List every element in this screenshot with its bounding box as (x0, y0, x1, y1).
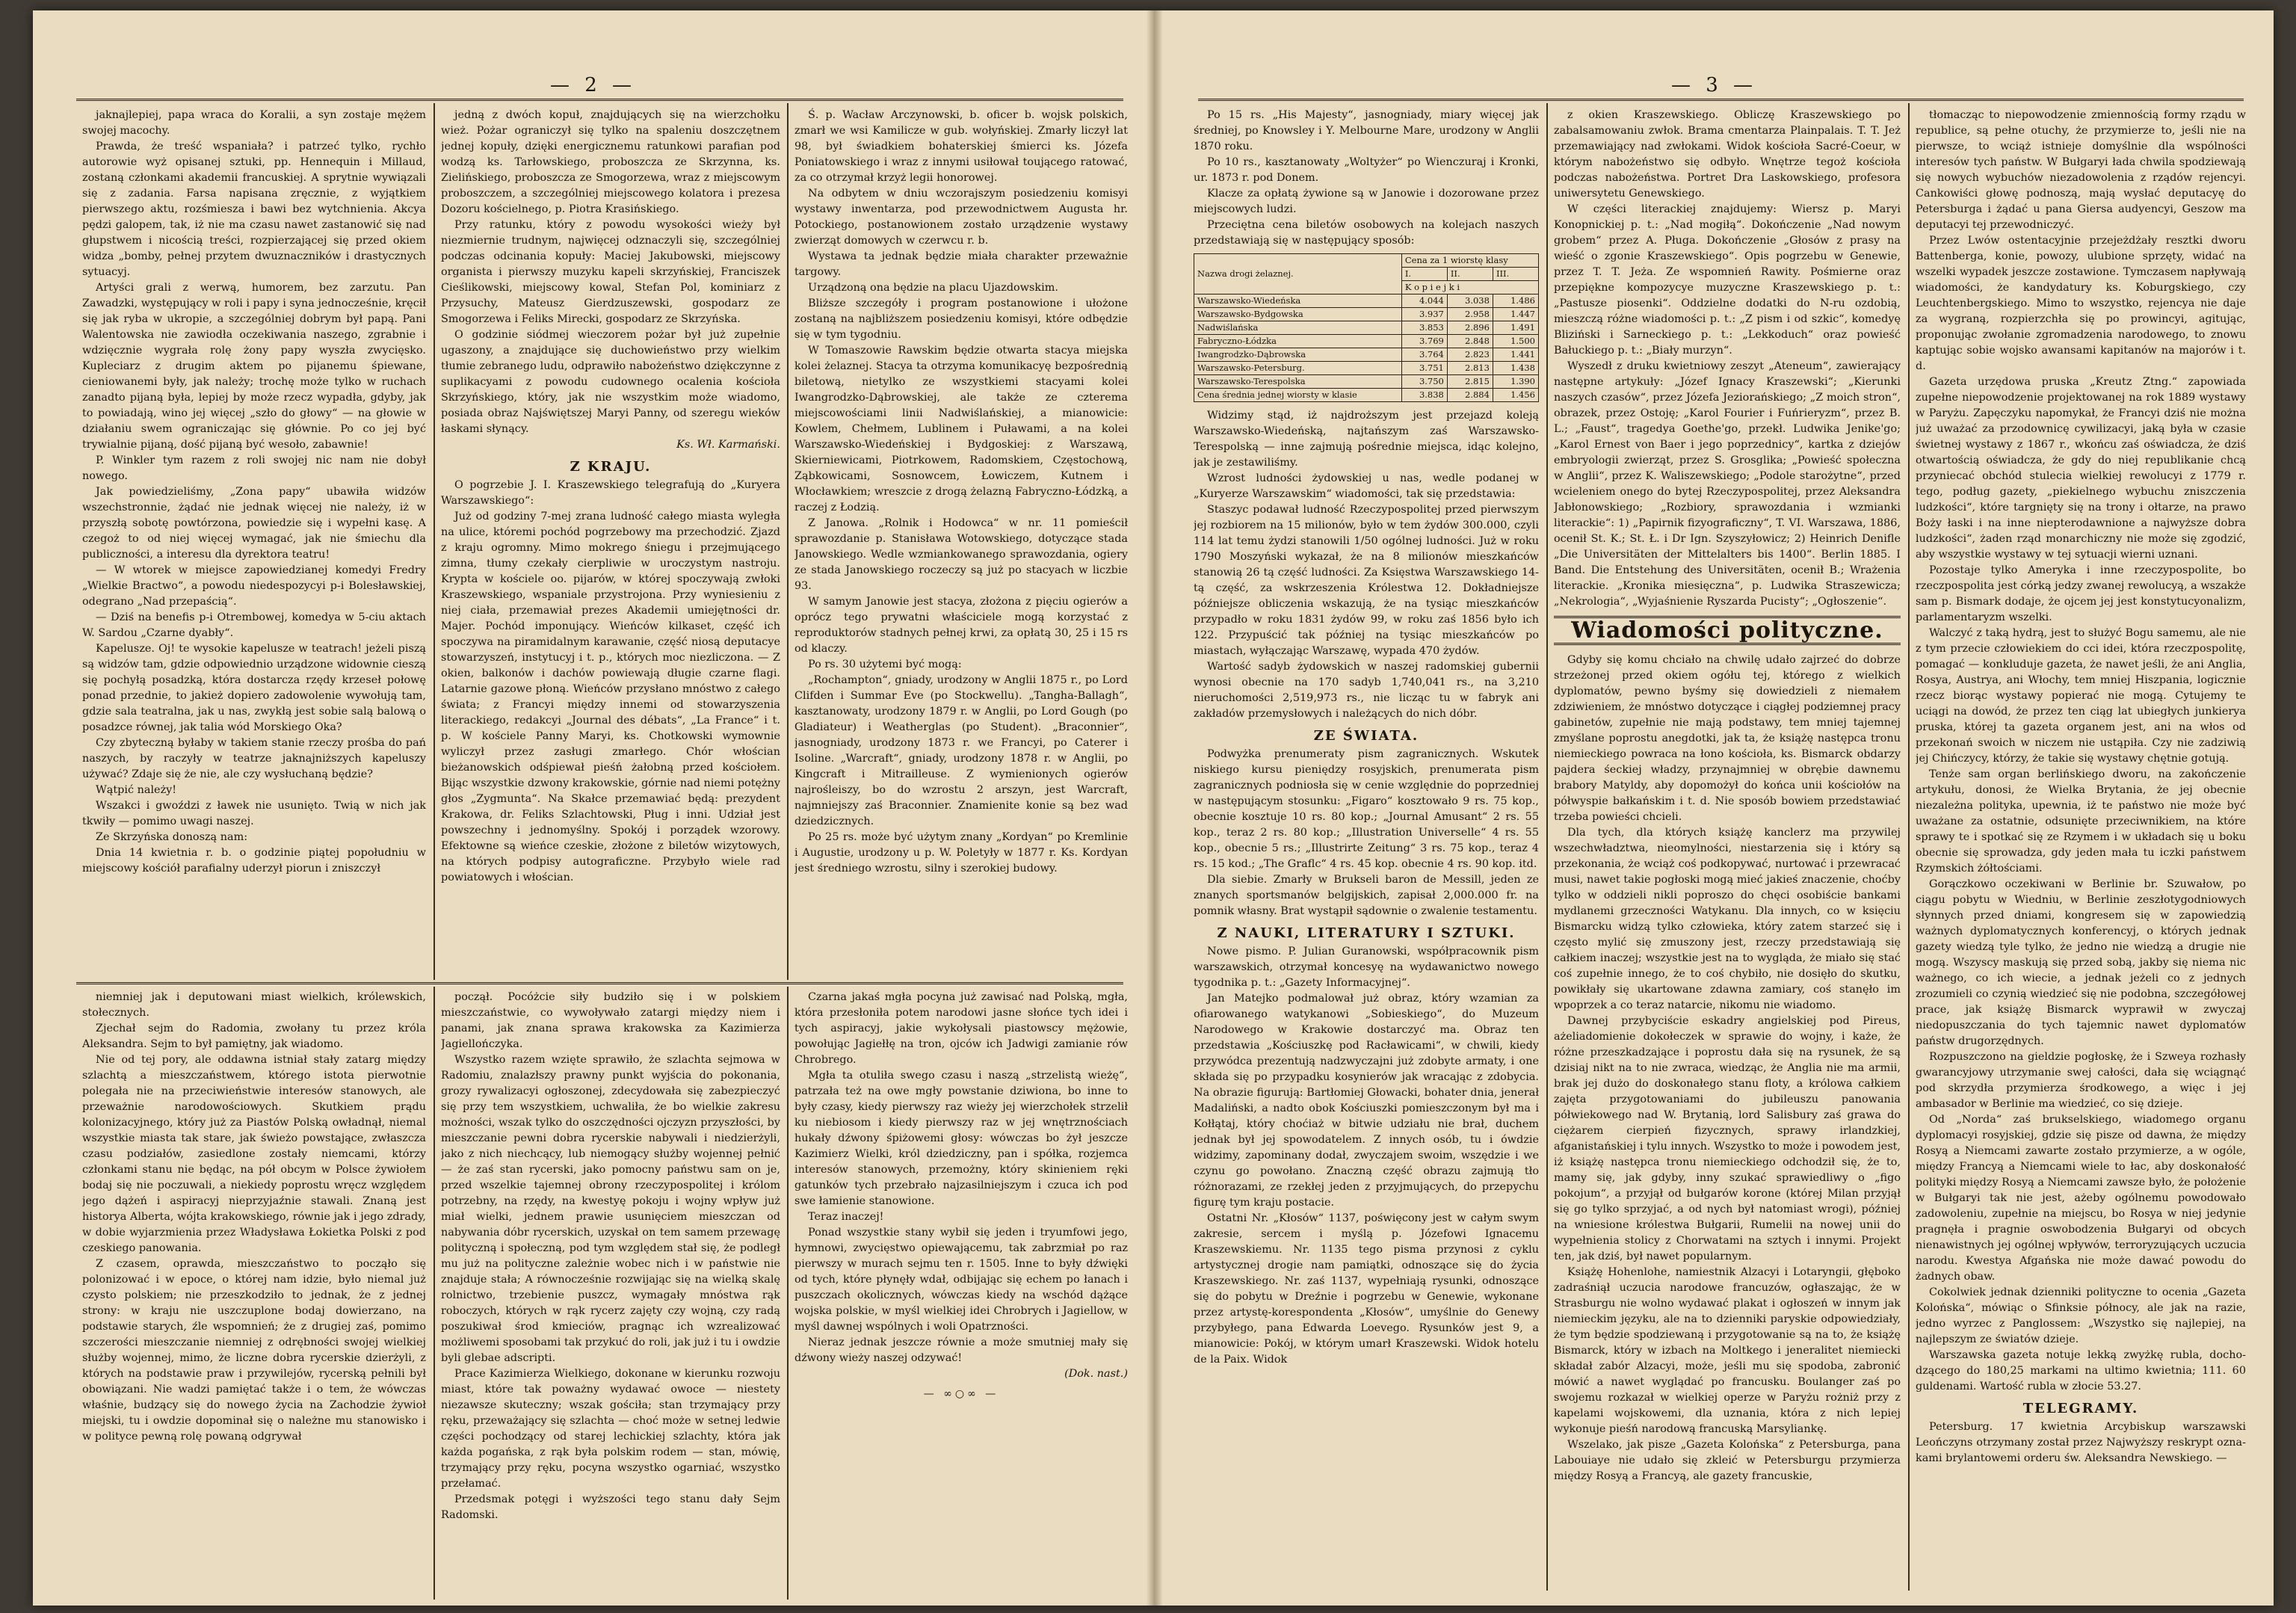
table-cell: 1.390 (1493, 375, 1538, 389)
table-cell: 1.500 (1493, 335, 1538, 348)
table-cell: 2.823 (1447, 348, 1493, 362)
table-cell: 3.769 (1401, 335, 1447, 348)
paragraph: Widzimy stąd, iż najdroższym jest przejazd koleją Warszawsko-Wiedeńską, najtańszym zaś Warszawsko-Terespolską — inne zajmują pośrednie miejsca, idąc kolejno, jak je zestawiliśmy. (1194, 410, 1539, 469)
paragraph: Na odbytem w dniu wczorajszym posiedzeniu komisyi wystawy inwentarza, pod przewodnictwem Augusta hr. Potockiego, postanowionem zostało urządzenie wystawy zwierząt domowych w czerwcu r. b. (794, 188, 1128, 247)
paragraph: Z czasem, oprawda, mieszczaństwo to począło się polonizować i w epoce, o której nam idzie, było niemal już czysto polskiem; nie przeszkodziło to jednak, że z jednej strony: w kraju nie uszczuplone bodaj dowierzano, na podstawie starych, źle wspomnień; że z drugiej zaś, pomimo szczerości mieszczanie niemniej z odrębności swojej wielkiej służby wojennej, mimo, że liczne dobra rycerskie dzierżyli, z których na podstawie praw i przywilejów, rycerską pełnili był obowiązani. Nie wadzi pamiętać także i o tem, że wówczas właśnie, budzący się do nowego życia na Zachodzie żywioł miejski, tu i owdzie dopominał się o należne mu stanowisko i w polityce pewną rolę powaną odgrywał (82, 1258, 426, 1443)
table-cell: 3.750 (1401, 375, 1447, 389)
table-cell: III. (1493, 268, 1538, 281)
table-cell: 2.884 (1447, 389, 1493, 402)
table-cell: Nadwiślańska (1194, 321, 1402, 335)
paragraph: Przedsmak potęgi i wyższości tego stanu dały Sejm Radomski. (441, 1493, 780, 1521)
right-column-3 (1916, 108, 2246, 1595)
paragraph: Po 25 rs. może być użytym znany „Kordyan“ po Kremlinie i Augustie, urodzony u p. W. Poletyły w 1877 r. Ks. Kordyan jest średniego wzrostu, silny i szerokiej budowy. (794, 831, 1128, 875)
table-cell: Iwangrodzko-Dąbrowska (1194, 348, 1402, 362)
paragraph: Wartość sadyb żydowskich w naszej radomskiej gubernii wynosi obecnie na 170 sadyb 1,740,041 rs., na 3,210 nieruchomości 2,519,973 rs., nie licząc tu w fabryk ani zakładów przemysłowych i należących do nich dóbr. (1194, 661, 1539, 720)
paragraph: Ze Skrzyńska donoszą nam: (96, 831, 248, 843)
table-row (1194, 389, 1539, 402)
paragraph: z okien Kraszewskiego. Obliczę Kraszewskiego po zabalsamowaniu zwłok. Brama cmentarza Plainpalais. T. T. Jeż przemawiający nad zwłokami. Widok kościoła Sacré-Coeur, w którym nabożeństwo się odbyło. Wnętrze tegoż kościoła podczas nabożeństwa. Portret Dra Laskowskiego, profesora uniwersytetu Genewskiego. (1554, 109, 1901, 200)
table-cell: Cena średnia jednej wiorsty w klasie (1194, 389, 1402, 402)
paragraph: Wyszedł z druku kwietniowy zeszyt „Ateneum“, zawierający następne artykuły: „Józef Ignacy Kraszewski“; „Kierunki naszych czasów“, przez Józefa Jeziorańskiego; „Z moich stron“, obrazek, przez Ostoję; „Karol Fourier i Fuńrieryzm“, przez B. L.; „Faust“, tragedya Goethe'go, przekł. Ludwika Jenike'go; „Karol Ernest von Baer i jego poprzednicy“, kartka z dziejów embryologii zwierząt, przez S. Grosglika; „Powieść społeczna w Anglii“, przez K. Waliszewskiego; „Podole starożytne“, przed wcieleniem onego do bytej Rzeczypospolitej, przez Aleksandra Jabłonowskiego; „Rozbiory, sprawozdania i wzmianki literackie“: 1) „Papirnik fizyograficzny“, T. VI. Warszawa, 1886, ocenił St. K.; St. Ł. i Dr Ign. Szyszyłowicz; 2) Heinrich Denifle „Die Universitäten der Mittelalters bis 1400“. Berlin 1885. I Band. Die Entstehung des Universitäten, ocenił B.; Wrażenia literackie. „Kronika miesięczna“, p. Ludwika Straszewicza; „Nekrologia“, „Wyjaśnienie Ryszarda Pucisty“; „Ogłoszenie“. (1554, 360, 1901, 608)
page-number-left: — 2 — (549, 74, 637, 96)
section-heading: TELEGRAMY. (2022, 1401, 2139, 1416)
paragraph: Kapelusze. Oj! te wysokie kapelusze w teatrach! jeżeli piszą są widzów tam, gdzie odpowiednio urządzone widownie cieszą się pochyłą posadzką, która dostarcza rzędy krzeseł połowę ponad przednie, to jakież dopiero zadowolenie wywołują tam, gdzie sala teatralna, jak u nas, zwykłą jest sobie salą balową o posadzce równej, jak talia wód Morskiego Oka? (82, 643, 426, 733)
paragraph: W samym Janowie jest stacya, złożona z pięciu ogierów a oprócz tego prywatni właściciele mogą korzystać z reproduktorów stadnych pełnej krwi, za opłatą 30, 25 i 15 rs od klaczy. (794, 596, 1128, 655)
paragraph: Gorączkowo oczekiwani w Berlinie br. Szuwałow, po ciągu pobytu w Wiedniu, w Berlinie zeszłotygodniowych słynnych przed dniami, kongresem się w zapowiedzią ważnych dyplomatycznych konferencyj, o których jednak gazety wiedzą tyle tylko, że jedno nie wiedzą a drugie nie mogą. Wszyscy maskują się przed sobą, jakby się niema nic ważnego, co ich wiecie, a jednak jeżeli co z jednych zrozumieli co czynią wiedzieć się nie podobna, szczegółowej prace, jak książę Bismarck wyprawił w zwyczaj niedopuszczania do tych tajemnic nawet dyplomatów państw drugorzędnych. (1916, 878, 2246, 1047)
paragraph: Staszyc podawał ludność Rzeczypospolitej przed pierwszym jej rozbiorem na 15 milionów, było w tem żydów 300.000, czyli 114 lat temu żydzi stanowili 1/50 ogólnej ludności. Już w roku 1790 Moszyński wykazał, że na 8 milionów mieszkańców stanowią 26 tą część ludności. Za Księstwa Warszawskiego 14-tą część, za wskrzeszenia Królestwa 12. Dokładniejsze późniejsze obliczenia wskazują, że na tysiąc mieszkańców przypadło w roku 1831 żydów 99, w roku zaś 1856 było ich 122. Przypuścić tak później na tysiąc mieszkańców po miastach, wyłączając Warszawę, wypada 470 żydów. (1194, 504, 1539, 657)
table-cell: Fabryczno-Łódzka (1194, 335, 1402, 348)
paragraph: Od „Norda“ zaś brukselskiego, wiadomego organu dyplomacyi rosyjskiej, gdzie się pisze od dawna, że między Rosyą a Niemcami zawarte zostało przymierze, a w ogóle, między Francyą a Niemcami wiele to łac, aby doskonałość polityki między Rosyą a Niemcami zawsze było, że położenie w Bułgaryi tak nie jest, ażeby ogólnemu powodowało zadowoleniu, zupełnie na miejscu, bo Rosya w niej jedynie pragnęła i pragnie oswobodzenia Bułgaryi od obcych nienawistnych jej ogólnej wpływów, terroryzujących uczucia narodu. Kwestya Afgańska nie może dawać powodu do żadnych obaw. (1916, 1114, 2246, 1283)
article-signature: (Dok. nast.) (1064, 1368, 1128, 1380)
paragraph: Książę Hohenlohe, namiestnik Alzacyi i Lotaryngii, głęboko zadraśniął uczucia narodowe francuzów, ogłaszając, że w Strasburgu nie wolno wydawać plakat i ogłoszeń w innym jak niemieckim języku, ale na to dzienniki paryskie odpowiedziały, że tym będzie spodziewaną i przygotowanie są na to, że książę Bismarck, który w izbach na Moltkego i jeneralitet niemiecki składał zabór Alzacyi, może, jeśli mu się spodoba, zabronić mówić a nawet wyglądać po francusku. Boulanger zaś po swojemu rozkazał w wielkiej operze w Paryżu rożniż przy z kapelami wojskowemi, dla uznania, która z nich lepiej wykonuje pieśń narodową francuską Marsyliankę. (1554, 1266, 1901, 1435)
table-row (1194, 362, 1539, 375)
paragraph: Pozostaje tylko Ameryka i inne rzeczypospolite, bo rzeczpospolita jest córką jedzy zwanej rewolucyą, a wszakże sam p. Bismark dodaje, że ojcem jej jest konstytucyonalizm, parlamentaryzm wszelki. (1916, 564, 2246, 623)
paragraph: Po 15 rs. „His Majesty“, jasnogniady, miary więcej jak średniej, po Knowsley i Y. Melbourne Mare, urodzony w Anglii 1870 roku. (1194, 109, 1539, 152)
paragraph: Rozpuszczono na gieldzie pogłoskę, że i Szweya rozhasły gwarancyjowy utrzymanie swej całości, dała się wciągnąć pod skrzydła przymierza środkowego, a więc i jej ambasador w Berlinie ma wiedzieć, co się dzieje. (1916, 1051, 2246, 1110)
left-bottom-column-3 (794, 990, 1128, 1599)
table-cell: 1.438 (1493, 362, 1538, 375)
table-cell: 2.848 (1447, 335, 1493, 348)
paragraph: P. Winkler tym razem z roli swojej nic nam nie dobył nowego. (82, 454, 426, 482)
paragraph: Wszystko razem wzięte sprawiło, że szlachta sejmowa w Radomiu, znalazłszy prawny punkt wyjścia do pokonania, grozy rywalizacyi ogłoszonej, zdecydowała się zabezpieczyć się przy tem wszystkiem, uchwaliła, że bo wielkie zakresu możności, wszak tylko do oszczędności ojczyzn przyszłości, by mieszczanie pewni dobra rycerskie nabywali i niedzierżyli, jako z nich niechcący, lub niemogący służby wojennej pełnić — że zaś stan rycerski, jako pomocny państwu sam on je, przed wszelkie tajemnej obrony rzeczypospolitej i królom potrzebny, na rzędy, na kwestyę pokoju i wojny wpływ już miał wielki, jednem prawie usunięciem mieszczan od nabywania dóbr rycerskich, uzyskał on tem samem przewagę polityczną i społeczną, pod tym względem stał się, że podległ mu już na polityczne zależnie wobec nich i w państwie nie znajduje stała; A równocześnie rozwijając się na wielką skalę rolnictwo, trzebienie puszcz, wymagały mnóstwa rąk roboczych, których w rąk rycerz zajęty czy wojną, czy radą poszukiwał środ kmieciów, pragnąc ich wzrealizować możliwemi sposobami tak przykuć do roli, jak już i tu i owdzie byli glebae adscripti. (441, 1054, 780, 1364)
table-cell: Warszawsko-Petersburg. (1194, 362, 1402, 375)
left-page (33, 10, 1153, 1606)
paragraph: Jak powiedzieliśmy, „Zona papy“ ubawiła widzów wszechstronnie, żądać nie jednak więcej nie należy, iż w przyszłą sobotę powtórzona, powiedzie się i wypełni kasę. A czegoż to od niej więcej wymagać, jak nie śmiechu dla publiczności, a interesu dla dyrektora teatru! (82, 486, 426, 561)
paragraph: O godzinie siódmej wieczorem pożar był już zupełnie ugaszony, a znajdujące się duchowieństwo przy wielkim tłumie zebranego ludu, odprawiło nabożeństwo dziękczynne z suplikacyami z powodu cudownego ocalenia kościoła Skrzyńskiego, który, jak nie wszystkim może wiadomo, posiada obraz Najświętszej Maryi Panny, od szeregu wieków łaskami słynący. (441, 329, 780, 435)
paragraph: Walczyć z taką hydrą, jest to służyć Bogu samemu, ale nie z tym przecie człowiekiem do cci idei, która rzeczpospolitę, pomagać — konkluduje gazeta, że nawet jeśli, że ani Anglia, Rosya, Austrya, ani Włochy, tem mniej Hiszpania, logicznie rzecz biorąc wystawy popierać nie mogą. Cytujemy te uciągi na dowód, że przez ten ciąg lat ubiegłych junkierya pruska, której ta gazeta organem jest, ani na włos od przekonań swoich w niczem nie ustąpiła. Czy nie zadziwią jej Chińczycy, którzy, że takie się wystawy chętnie gotują. (1916, 627, 2246, 765)
left-column-2 (441, 108, 780, 979)
table-cell: Warszawsko-Terespolska (1194, 375, 1402, 389)
paragraph: Klacze za opłatą żywione są w Janowie i dozorowane przez miejscowych ludzi. (1194, 188, 1539, 215)
table-cell: 1.486 (1493, 294, 1538, 308)
paragraph: Ś. p. Wacław Arczynowski, b. oficer b. wojsk polskich, zmarł we wsi Kamilicze w gub. wołyńskiej. Zmarły liczył lat 98, był świadkiem bohaterskiej śmierci ks. Józefa Poniatowskiego i wraz z innymi usiłował toującego ratować, za co otrzymał krzyż legii honorowej. (794, 109, 1128, 184)
section-heading: Z NAUKI, LITERATURY I SZTUKI. (1217, 925, 1516, 941)
table-cell: 1.456 (1493, 389, 1538, 402)
paragraph: Artyści grali z werwą, humorem, bez zarzutu. Pan Zawadzki, występujący w roli i papy i syna jednocześnie, kręcił się jak ryba w ukropie, a szczególniej dobrym był papą. Pani Walentowska nie zawiodła oczekiwania naszego, zgrabnie i wdzięcznie wygrała rolę żony papy wyszła zwycięsko. Kupleciarz z drugim aktem po pijanemu śpiewane, cieniowanemi były, jak należy; trochę może tylko w ruchach zanadto pijaną była, lepiej by może rzecz wypadła, gdyby, jak to powiadają, wino jej więcej „szło do głowy“ — na głowie w działaniu swem ograniczając się głównie. Po co jej być trywialnie pijaną, dość pijaną być wesoło, zabawnie! (82, 282, 426, 451)
paragraph: jedną z dwóch kopuł, znajdujących się na wierzchołku wież. Pożar ograniczył się tylko na spaleniu doszczętnem jednej kopuły, dzięki energicznemu ratunkowi parafian pod wodzą ks. Tarłowskiego, proboszcza ze Skrzynna, ks. Zielińskiego, proboszcza ze Smogorzewa, wraz z miejscowym proboszczem, a szczególniej miejscowego kolatora i prezesa Dozoru kościelnego, p. Piotra Krasińskiego. (441, 109, 780, 215)
left-bottom-column-1 (82, 990, 426, 1599)
paragraph: Wszakci i gwoździ z ławek nie usunięto. Twią w nich jak tkwiły — pomimo uwagi naszej. (82, 800, 426, 827)
paragraph: Nowe pismo. P. Julian Guranowski, współpracownik pism warszawskich, otrzymał koncesyę na wydawanictwo nowego tygodnika p. t.: „Gazety Informacyjnej“. (1194, 946, 1539, 989)
right-column-1 (1194, 108, 1539, 1595)
paragraph: Wątpić należy! (96, 784, 177, 796)
paragraph: Nieraz jednak jeszcze równie a może smutniej mały się dźwony wieży naszej odzywać! (794, 1336, 1128, 1364)
paragraph: Mgła ta otuliła swego czasu i naszą „strzelistą wieżę“, patrzała też na owe mgły powstanie dziwiona, bo inne to były czasy, kiedy pierwszy raz wieży jej wierzchołek strzelił ku niebiosom i kiedy pierwszy raz w jej wnętrznościach hukały dźwony śpiżowemi głosy: wówczas bo żył jeszcze Kazimierz Wielki, król dziedziczny, pan i spółka, rozjemca interesów stanowych, przemożny, który skinieniem ręki gatunków tych przebrało najzasilniejszym i czuca ich pod swe łamienie stanowione. (794, 1070, 1128, 1207)
table-cell: Cena za 1 wiorstę klasy (1401, 254, 1538, 268)
railway-fare-table (1194, 253, 1539, 402)
paragraph: Przez Lwów ostentacyjnie przejeżdżały resztki dworu Battenberga, konie, powozy, ulubione sprzęty, widać na wszelki wypadek jeszcze zostawione. Tymczasem napływają wiadomości, że kandydatury ks. Koburgskiego, czy Leuchtenbergskiego. Mimo to wszystko, rejencya nie daje za wygraną, rozpierzchła się po prowincyi, agitując, proponując zwołanie zgromadzenia narodowego, to znowu kaptując sobie wojsko awansami kapitanów na majorów i t. d. (1916, 235, 2246, 372)
table-cell: K o p i e j k i (1401, 281, 1538, 294)
left-column-1 (82, 108, 426, 979)
paragraph: W części literackiej znajdujemy: Wiersz p. Maryi Konopnickiej p. t.: „Nad mogiłą“. Dokończenie „Nad nowym grobem“ przez A. Pługa. Dokończenie „Głosów z prasy na wieść o zgonie Kraszewskiego“. Opis pogrzebu w Genewie, przez T. T. Jeża. Ze wspomnień Rawity. Pośmierne oraz przepiękne kompozycye muzyczne Kraszewskiego p. t.: „Pastusze piosenki“. Oddzielne dodatki do N-ru ozdobią, mieszczą różne wiadomości p. t.: „Z pism i od szkic“, komedyę Bliziński i Sarneckiego p. t.: „Lekkoduch“ oraz powieść Bałuckiego p. t.: „Biały murzyn“. (1554, 203, 1901, 357)
table-cell: 3.038 (1447, 294, 1493, 308)
table-row (1194, 335, 1539, 348)
section-heading: ZE ŚWIATA. (1313, 728, 1419, 744)
table-row (1194, 308, 1539, 321)
article-signature: Ks. Wł. Karmański. (676, 439, 780, 451)
paragraph: — W wtorek w miejsce zapowiedzianej komedyi Fredry „Wielkie Bractwo“, a powodu niedespozycyi p-i Bolesławskiej, odegrano „Nad przepaścią“. (82, 564, 426, 608)
right-column-2 (1554, 108, 1901, 1595)
table-cell: II. (1447, 268, 1493, 281)
paragraph: Zjechał sejm do Radomia, zwołany tu przez króla Aleksandra. Sejm to był pamiętny, jak wiadomo. (82, 1023, 426, 1050)
paragraph: począł. Pocóżcie siły budziło się i w polskiem mieszczaństwie, co wywoływało zatargi między niem i panami, jak znana sprawa krakowska za Kazimierza Jagiellończyka. (441, 991, 780, 1050)
paragraph: Dawnej przybyciście eskadry angielskiej pod Pireus, ażeliadomienie dokołeczek w sprawie do wojny, i każe, że różne przeszkadzające i poprostu dała się na rysunek, że są dzisiaj nikt na to nie zwraca, wiedząc, że Anglia nie ma armii, brak jej dużo do doskonałego stanu floty, a królowa całkiem zajęta przygotowaniami do jubileuszu panowania półwiekowego nad W. Brytanią, lord Salisbury zaś grawa do ciężarem cierpień fizycznych, sprawy irlandzkiej, afganistańskiej i tylu innych. Wszystko to może i powodem jest, iż książę następca tronu niemieckiego odchodził się, że to, mamy się, jak gdyby, inny szukać sprawiedliwy o „figo pokojum“, a przyjął od bułgarów korone (której Milan przyjął się go tylko sprzyjać, a od nych był natomiast wrogi), później na wniesione królestwa Bułgarii, Rumelii na nowej unii do wypełnienia stolicy z Chorwatami na sztych i innymi. Projekt ten, jak dziś, był nawet popularnym. (1554, 1015, 1901, 1262)
paragraph: Teraz inaczej! (808, 1211, 884, 1223)
table-cell: 3.751 (1401, 362, 1447, 375)
column-rule (433, 987, 435, 1600)
column-rule (1546, 103, 1548, 1591)
section-rule-left (76, 982, 1123, 984)
column-rule (787, 103, 789, 980)
paragraph: Petersburg. 17 kwietnia Arcybiskup warszawski Leończyns otrzymany został przez Najwyższy reskrypt ozna-kami brylantowemi orderu św. Aleksandra Newskiego. — (1916, 1421, 2246, 1464)
header-rule-right (1198, 99, 2244, 101)
paragraph: Ostatni Nr. „Kłosów“ 1137, poświęcony jest w całym swym zakresie, sercem i myślą p. Józefowi Ignacemu Kraszewskiemu. Nr. 1135 tego pisma przynosi z cyklu artystycznej drogie nam pamiątki, odnoszące się do życia Kraszewskiego. Nr. zaś 1137, wypełniają rysunki, odnoszące się do pobytu w Dreźnie i pogrzebu w Genewie, wykonane przez artystę-korespondenta „Kłosów“, umyślnie do Genewy przybyłego, pana Edwarda Loevego. Rysunków jest 9, a mianowicie: Pokój, w którym umarł Kraszewski. Widok hotelu de la Paix. Widok (1194, 1212, 1539, 1366)
table-cell: 3.853 (1401, 321, 1447, 335)
paragraph: Z Janowa. „Rolnik i Hodowca“ w nr. 11 pomieścił sprawozdanie p. Stanisława Wotowskiego, dotyczące stada Janowskiego. Wedle wzmiankowanego sprawozdania, ogiery ze stada Janowskiego roczeczy są już po stacyach w liczbie 93. (794, 517, 1128, 592)
table-cell: 1.441 (1493, 348, 1538, 362)
paragraph: Prace Kazimierza Wielkiego, dokonane w kierunku rozwoju miast, które tak poważny wydawać owoce — niestety niezawsze skuteczny; wszak gościła; stan trzymający przy ręku, przeważający się szlachta — choć może w setnej ledwie części pochodzący od starej lechickiej szlachty, która jak każda pogańska, z rąk była polskim rodem — stan, mówię, trzymający przy ręku, pocyna wszystko ogarniać, wszystko przełamać. (441, 1368, 780, 1490)
paragraph: Gdyby się komu chciało na chwilę udało zajrzeć do dobrze strzeżonej przed okiem ogółu tej, którego z wielkich dyplomatów, pewno byśmy się dowiedzieli z niemałem zdziwieniem, że mnóstwo dotyczące i ciągłej podziemnej pracy gabinetów, zupełnie nie mają podstawy, tem mniej tajemnej zmyślane poprostu anegdotki, jak ta, że książę następca tronu niemieckiego powraca na łono kościoła, ks. Bismarck obdarzy pajdera śeckiej władzy, przynajmniej w obrębie dawnemu brabory Matyldy, aby dopomożył do końca unii kościołów na półwyspie bałkańskim i t. d. Nie sposób bowiem przedstawiać trzeba powieści chcieli. (1554, 654, 1901, 823)
column-rule (433, 103, 435, 980)
table-cell: 2.813 (1447, 362, 1493, 375)
paragraph: tłomacząc to niepowodzenie zmiennością formy rządu w republice, są pełne otuchy, że przymierze to, jeśli nie na pierwsze, to wciąż istnieje domyślnie dla wspólności interesów tych państw. W Bułgaryi łada chwila spodziewają się nowych wybuchów niezadowolenia z rządów rejencyi. Cankowiści głowę podnoszą, mają wysłać deputacyę do Petersburga i żądać u pana Giersa audyencyi, Geszow ma deputacyi tej przewodniczyć. (1916, 109, 2246, 231)
paragraph: Ponad wszystkie stany wybił się jeden i tryumfowi jego, hymnowi, zwycięstwo opiewającemu, tak zabrzmiał po raz pierwszy w murach sejmu ten r. 1505. Inne to były dźwięki od tych, które płynęły wdał, odbijając się echem po łanach i puszczach okolicznych, wówczas kiedy na wschód dążące wojska polskie, w myśl wielkiej idei Chrobrych i Jagiellow, w myśl dawnej wspólnych i woli Opatrzności. (794, 1227, 1128, 1333)
paragraph: Dnia 14 kwietnia r. b. o godzinie piątej popołudniu w miejscowy kościół parafialny uderzył piorun i zniszczył (82, 847, 426, 875)
paragraph: Nie od tej pory, ale oddawna istniał stały zatarg między szlachtą a mieszczaństwem, którego istota pierwotnie polegała nie na przeciwieństwie interesów stanowych, ale przeważnie narodowościowych. Skutkiem prądu kolonizacyjnego, który już za Piastów Polską owładnął, niemal wszystkie miasta tak stare, jak świeżo powstające, zwłaszcza czasu podziałów, zasiedlone zostały niemcami, którzy członkami stanu nie będąc, na pół obcym w Polsce żywiołem bodaj się nie poczuwali, a niekiedy poprostu wręcz względem jego dążeń i aspiracyj nieprzyjaźnie stawali. Znaną jest historya Alberta, wójta krakowskiego, równie jak i jego zdrady, w dobie wyjarzmienia przez Władysława Łokietka Polski z pod czeskiego panowania. (82, 1054, 426, 1254)
header-rule-left (76, 99, 1123, 101)
table-cell: Warszawsko-Wiedeńska (1194, 294, 1402, 308)
table-row (1194, 348, 1539, 362)
left-bottom-column-2 (441, 990, 780, 1599)
paragraph: Podwyżka prenumeraty pism zagranicznych. Wskutek niskiego kursu pieniędzy rosyjskich, prenumerata pism zagranicznych podniosła się w cenie względnie do poprzedniej w następującym stosunku: „Figaro“ kosztowało 9 rs. 75 kop., obecnie kosztuje 10 rs. 80 kop.; „Journal Amusant“ 2 rs. 55 kop., teraz 2 rs. 80 kop.; „Illustration Universelle“ 4 rs. 55 kop., obecnie 5 rs.; „Illustrirte Zeitung“ 3 rs. 75 kop., teraz 4 rs. 15 kod.; „The Graflc“ 4 rs. 45 kop. obecnie 4 rs. 90 kop. itd. (1194, 748, 1539, 870)
column-rule (1908, 103, 1910, 1591)
paragraph: O pogrzebie J. I. Kraszewskiego telegrafują do „Kuryera Warszawskiego“: (441, 479, 780, 507)
table-row (1194, 294, 1539, 308)
paragraph: Urządzoną ona będzie na placu Ujazdowskim. (808, 282, 1058, 294)
paragraph: Cokolwiek jednak dzienniki polityczne to ocenia „Gazeta Kolońska“, mówiąc o Sfinksie północy, ale jak na razie, jedno wyrzec z Panglossem: „Wszystko się najlepiej, na najlepszym ze światów dzieje. (1916, 1286, 2246, 1345)
paragraph: jaknajlepiej, papa wraca do Koralii, a syn zostaje mężem swojej macochy. (82, 109, 426, 137)
paragraph: Przeciętna cena biletów osobowych na kolejach naszych przedstawiają się w następujący sposób: (1194, 219, 1539, 247)
page-number-right: — 3 — (1670, 74, 1758, 96)
paragraph: — Dziś na benefis p-i Otrembowej, komedya w 5-ciu aktach W. Sardou „Czarne dyabły“. (82, 611, 426, 639)
table-cell: 3.764 (1401, 348, 1447, 362)
table-cell: 2.896 (1447, 321, 1493, 335)
table-cell: 4.044 (1401, 294, 1447, 308)
paragraph: Prawda, że treść wspaniała? i patrzeć tylko, rychło autorowie wyż opisanej sztuki, pp. Hennequin i Millaud, zostaną członkami akademii francuskiej. A sprytnie wywiązali się z zadania. Farsa napisana zręcznie, z wyjątkiem pierwszego aktu, rozśmiesza i bawi bez wytchnienia. Akcya pędzi galopem, tak, iż nie ma czasu nawet zastanowić się nad głupstwem i nicością treści, rozpierzającej się przed okiem widza „bomby, pełnej przytem dwuznaczników i drastycznych sytuacyj. (82, 141, 426, 278)
table-row (1194, 375, 1539, 389)
ornament-divider: — ∞○∞ — (923, 1388, 999, 1400)
left-column-3 (794, 108, 1128, 979)
paragraph: „Rochampton“, gniady, urodzony w Anglii 1875 r., po Lord Clifden i Summar Eve (po Stockwellu). „Tangha-Ballagh“, kasztanowaty, urodzony 1879 r. w Anglii, po Lord Gough (po Gladiateur) i Weatherglas (po Student). „Braconnier“, jasnogniady, urodzony 1873 r. we Francyi, po Caterer i Isoline. „Warcraft“, gniady, urodzony 1878 r. w Anglii, po Kingcraft i Mitrailleuse. Z wymienionych ogierów najrośleiszy, bo do wzrostu 2 arszyn, jest Warcraft, najmniejszy zaś Braconnier. Znamienite konie są bez wad dziedzicznych. (794, 674, 1128, 827)
paragraph: Dla siebie. Zmarły w Brukseli baron de Messill, jeden ze znanych sportsmanów belgijskich, zapisał 2,000.000 fr. na pomnik własny. Brat wystąpił sądownie o zwalenie testamentu. (1194, 874, 1539, 917)
paragraph: Bliższe szczegóły i program postanowione i ułożone zostaną na najbliższem posiedzeniu komisyi, które odbędzie się w tym tygodniu. (794, 297, 1128, 341)
paragraph: Dla tych, dla których książę kanclerz ma przywilej wszechwładztwa, nieomylności, niestarzenia się i który są przekonania, że wciąż coś podkopywać, nurtować i przewracać musi, nawet takie pogłoski mogą mieć jakieś znaczenie, choćby tylko w oddzieli nikli poproszo do chęci osobiście bankami mydlanemi grzeczności Watykanu. Dla innych, co w księciu Bismarcku widzą tylko człowieka, który zatem starzeć się i często mylić się zmuszony jest, rzeczy przedstawiają się całkiem inaczej; wszystkie jest na to wygląda, że miało się stać coś zupełnie innego, że to coś chybiło, nie dosięło do skutku, powikłały się ukartowane zdawna zamiary, coś stanęło im wpoprzek a co teraz natarcie, nikomu nie wiadomo. (1554, 827, 1901, 1011)
table-cell: Warszawsko-Bydgowska (1194, 308, 1402, 321)
right-page (1155, 10, 2274, 1606)
paragraph: Gazeta urzędowa pruska „Kreutz Ztng.“ zapowiada zupełne niepowodzenie projektowanej na rok 1889 wystawy w Paryżu. Zapęczyku napomykał, że Francyi dziś nie można już uważać za przodownicę cywilizacyi, jaką była w czasie świetnej wystawy z 1867 r., wkońcu zaś oświadcza, że dziś otwartością oświadcza, że gdy do niej republikanie chcą przyniecać obchód stulecia wielkiej rewolucyi z 1779 r. tego, podług gazety, „piekielnego wybuchu zniszczenia ludzkości“, które targnięty się na trony i ołtarze, na prawo Boży łaski i na inne niepterodawnione a najwyższe dobra ludzkości“, żaden rząd monarchiczny nie może się zgodzić, aby wszystkie wystawy w tej sytuacji wierni uznani. (1916, 376, 2246, 561)
table-cell: 3.838 (1401, 389, 1447, 402)
table-header-row (1194, 254, 1539, 268)
paragraph: Przy ratunku, który z powodu wysokości wieży był niezmiernie trudnym, najwięcej odznaczyli się, szczególniej podczas odcinania kopuły: Maciej Jakubowski, miejscowy organista i pierwszy muzyku kapeli skrzyńskiej, Franciszek Cieślikowski, miejscowy kowal, Stefan Pol, kominiarz z Przysuchy, Mateusz Gierdzuszewski, gospodarz ze Smogorzewa i Feliks Mirecki, gospodarz ze Skrzyńska. (441, 219, 780, 325)
paragraph: Po 10 rs., kasztanowaty „Woltyżer“ po Wienczuraj i Kronki, ur. 1873 r. pod Donem. (1194, 156, 1539, 184)
paragraph: Wszelako, jak pisze „Gazeta Kolońska“ z Petersburga, pana Labouiaye nie udało się zkleić w Petersburgu przymierza między Rosyą a Francyą, ale gazety francuskie, (1554, 1439, 1901, 1482)
column-rule (787, 987, 789, 1600)
table-cell: 2.958 (1447, 308, 1493, 321)
table-row (1194, 321, 1539, 335)
section-heading: Z KRAJU. (570, 459, 652, 475)
paragraph: Tenże sam organ berlińskiego dworu, na zakończenie artykułu, donosi, że Wielka Brytania, że jej obecnie niezależna polityka, upewnia, iż te państwo nie może być uważane za ostatnie, odsunięte przeciwnikiem, na które sprawy te i spotkać się ze Rzymem i w układach się u boku obecnie się sprowadza, gdy jeden mała tu iczki państwem Rzymskich żółtościami. (1916, 768, 2246, 875)
table-cell: 1.491 (1493, 321, 1538, 335)
table-cell: Nazwa drogi żelaznej. (1194, 254, 1402, 294)
table-cell: 3.937 (1401, 308, 1447, 321)
table-cell: I. (1401, 268, 1447, 281)
paragraph: Czy zbyteczną byłaby w takiem stanie rzeczy prośba do pań naszych, by raczyły w teatrze jaknajniższych kapeluszy używać? Zdaje się że nie, ale czy wysłuchaną będzie? (82, 737, 426, 780)
paragraph: Warszawska gazeta notuje lekką zwyżkę rubla, docho-dzącego do 180,25 markami na ultimo kwietnia; 111. 60 guldenami. Wartość rubla w złocie 53.27. (1916, 1349, 2246, 1393)
newspaper-spread (33, 10, 2274, 1606)
paragraph: Już od godziny 7-mej zrana ludność całego miasta wyległa na ulice, któremi pochód pogrzebowy ma przechodzić. Zjazd z kraju ogromny. Mimo mokrego śniegu i przejmującego zimna, tłumy czekały cierpliwie w uroczystym nastroju. Krypta w kościele oo. pijarów, w której spoczywają zwłoki Kraszewskiego, wspaniale przystrojona. Przy wyniesieniu z niej ciała, przemawiał prezes Akademii umiejętności dr. Majer. Pochód imponujący. Wieńców kilkaset, część ich spoczywa na piramidalnym karawanie, część niosą deputacye stowarzyszeń, instytucyj i t. p., których moc niezliczona. — Z okien, balkonów i dachów powiewają długie czarne flagi. Latarnie gazowe płoną. Wieńców przysłano mnóstwo z całego świata; z Francyi między innemi od stowarzyszenia literackiego, redakcyi „Journal des débats“, „La France“ i t. p. W kościele Panny Maryi, ks. Chotkowski wymownie wyliczył przez zasługi zmarłego. Chór włościan bieżanowskich odśpiewał pieśń żałobną przed kościołem. Bijąc wszystkie dzwony krakowskie, górnie nad niemi potężny głos „Zygmunta“. Na Skałce przemawiać będą: prezydent Krakowa, dr. Feliks Szlachtowski, Pług i inni. Udział jest powszechny i jednomyślny. Spokój i porządek wzorowy. Efektowne są wieńce czeskie, złożone z biletów wizytowych, na których podpisy autograficzne. Przybyło wiele rad powiatowych i włościan. (441, 511, 780, 883)
section-banner: Wiadomości polityczne. (1554, 616, 1901, 645)
paragraph: Po rs. 30 użytemi być mogą: (808, 659, 962, 670)
table-cell: 1.447 (1493, 308, 1538, 321)
paragraph: niemniej jak i deputowani miast wielkich, królewskich, stołecznych. (82, 991, 426, 1019)
paragraph: Czarna jakaś mgła pocyna już zawisać nad Polską, mgła, która przesłoniła potem narodowi jasne słońce tych idei i tych aspiracyj, jakie wykołysali piastowscy mężowie, powołując Jagiełłę na tron, ojców ich Jadwigi zamianie rów Chrobrego. (794, 991, 1128, 1066)
paragraph: Wystawa ta jednak będzie miała charakter przeważnie targowy. (794, 250, 1128, 278)
paragraph: Wzrost ludności żydowskiej u nas, wedle podanej w „Kuryerze Warszawskim“ wiadomości, tak się przedstawia: (1194, 472, 1539, 500)
paragraph: W Tomaszowie Rawskim będzie otwarta stacya miejska kolei żelaznej. Stacya ta otrzyma komunikacyę bezpośrednią biletową, nietylko ze wszystkiemi stacyami kolei Iwangrodzko-Dąbrowskiej, ale także ze czterema miejscowościami linii Nadwiślańskiej, a mianowicie: Kowlem, Chełmem, Lublinem i Puławami, a na kolei Warszawsko-Wiedeńskiej i Bydgoskiej: z Warszawą, Skierniewicami, Piotrkowem, Radomskiem, Częstochową, Ząbkowicami, Sosnowcem, Łowiczem, Kutnem i Włocławkiem; wreszcie z drogą żelazną Fabryczno-Łódzką, a raczej z Łodzią. (794, 345, 1128, 513)
table-cell: 2.815 (1447, 375, 1493, 389)
paragraph: Jan Matejko podmalował już obraz, który wzamian za ofiarowanego watykanowi „Sobieskiego“, do Muzeum Narodowego w Krakowie dostarczyć ma. Obraz ten przedstawia „Kościuszkę pod Racławicami“, w chwili, kiedy przywódca prezentują nadzwyczajni już zdobyte armaty, i one składa się po przypadku kosynierów jak wracając z zdobycia. Na obrazie figurują: Bartłomiej Głowacki, bohater dnia, jenerał Madaliński, a nadto obok Kościuszki pomieszczonym był ma i Kołłątaj, który choćiaż w bitwie udziału nie brał, duchem jednak był jej spowodatelem. Z innych osób, tu i ówdzie widzimy, zapominany dodał, zwyczajem swoim, wszędzie i we czynu go powołano. Znaczną część obrazu zajmują tło różnorazami, ze rzekłej jeden z przyjmujących, do przepychu figurę tym kraju postacie. (1194, 993, 1539, 1209)
